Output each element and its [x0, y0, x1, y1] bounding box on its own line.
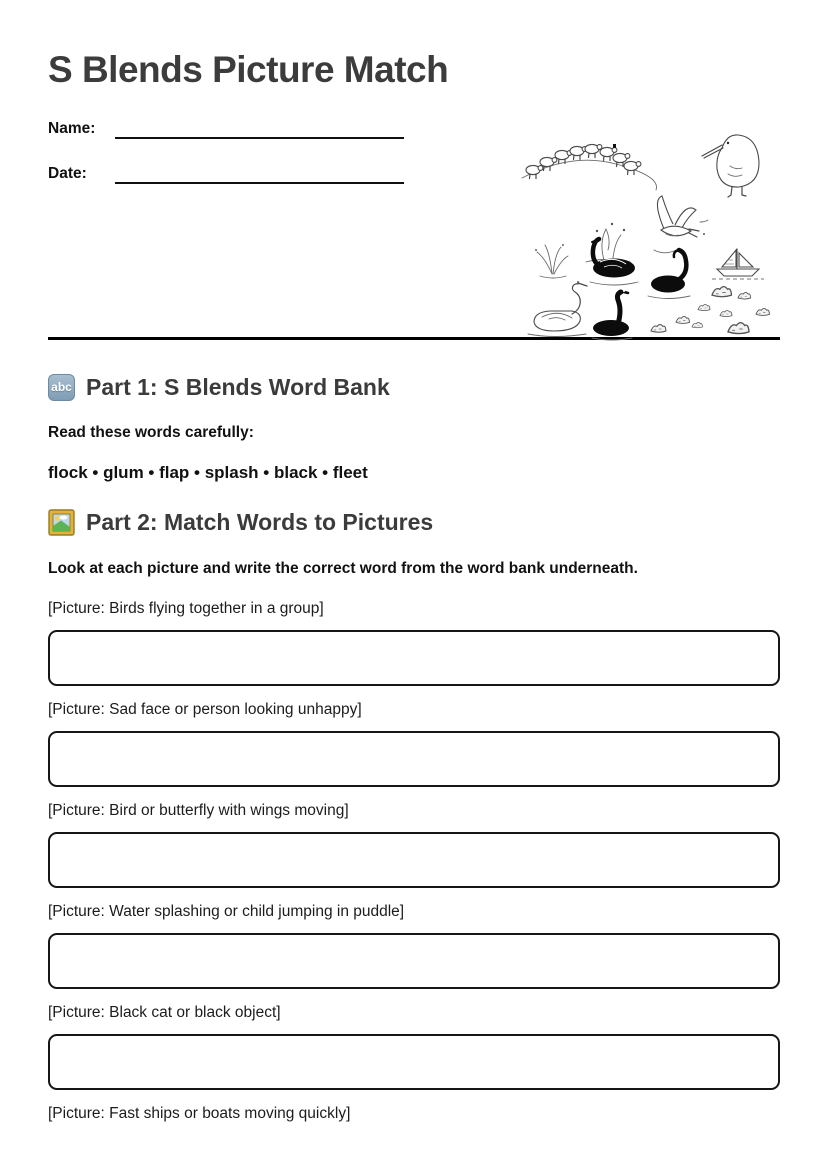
picture-caption: [Picture: Sad face or person looking unhappy] [48, 701, 362, 718]
picture-item [48, 802, 780, 888]
answer-box-3[interactable] [48, 832, 780, 888]
page-title: S Blends Picture Match [48, 49, 449, 90]
flying-gull-icon [654, 196, 708, 253]
name-input-line[interactable] [115, 119, 404, 139]
picture-item [48, 1105, 780, 1123]
picture-caption: [Picture: Black cat or black object] [48, 1004, 281, 1021]
worksheet-page [0, 50, 828, 1168]
part1-instruction: Read these words carefully: [48, 424, 254, 441]
sailboat-icon [712, 249, 764, 279]
birds-illustration [516, 126, 790, 344]
picture-item [48, 1004, 780, 1090]
abc-icon-text: abc [51, 380, 72, 394]
black-swan-icon [592, 290, 632, 340]
part1-heading [48, 372, 780, 402]
birds-illustration-svg [516, 126, 790, 344]
grass-tuft-icon [535, 244, 568, 278]
picture-item [48, 701, 780, 787]
part2-heading-text: Part 2: Match Words to Pictures [86, 509, 434, 535]
picture-item [48, 600, 780, 686]
picture-item [48, 903, 780, 989]
picture-caption: [Picture: Fast ships or boats moving quickly] [48, 1105, 351, 1122]
date-input-line[interactable] [115, 164, 404, 184]
rocks-icon [651, 287, 770, 334]
black-swan-icon [648, 250, 690, 299]
part2-instruction: Look at each picture and write the correct word from the word bank underneath. [48, 560, 638, 577]
black-swan-icon [590, 239, 638, 285]
picture-caption: [Picture: Water splashing or child jumping in puddle] [48, 903, 405, 920]
abc-input-icon [48, 374, 75, 401]
answer-box-4[interactable] [48, 933, 780, 989]
word-bank-line: flock • glum • flap • splash • black • fleet [48, 463, 368, 482]
framed-picture-icon [48, 509, 75, 536]
name-label: Name: [48, 120, 96, 137]
part2-heading [48, 507, 780, 537]
picture-caption: [Picture: Birds flying together in a group] [48, 600, 324, 617]
picture-caption: [Picture: Bird or butterfly with wings moving] [48, 802, 349, 819]
answer-box-1[interactable] [48, 630, 780, 686]
part1-heading-text: Part 1: S Blends Word Bank [86, 374, 390, 400]
white-swan-icon [528, 281, 587, 336]
answer-box-5[interactable] [48, 1034, 780, 1090]
date-label: Date: [48, 165, 87, 182]
kiwi-bird-icon [702, 135, 759, 197]
sheep-flock-icon [522, 144, 657, 190]
answer-box-2[interactable] [48, 731, 780, 787]
